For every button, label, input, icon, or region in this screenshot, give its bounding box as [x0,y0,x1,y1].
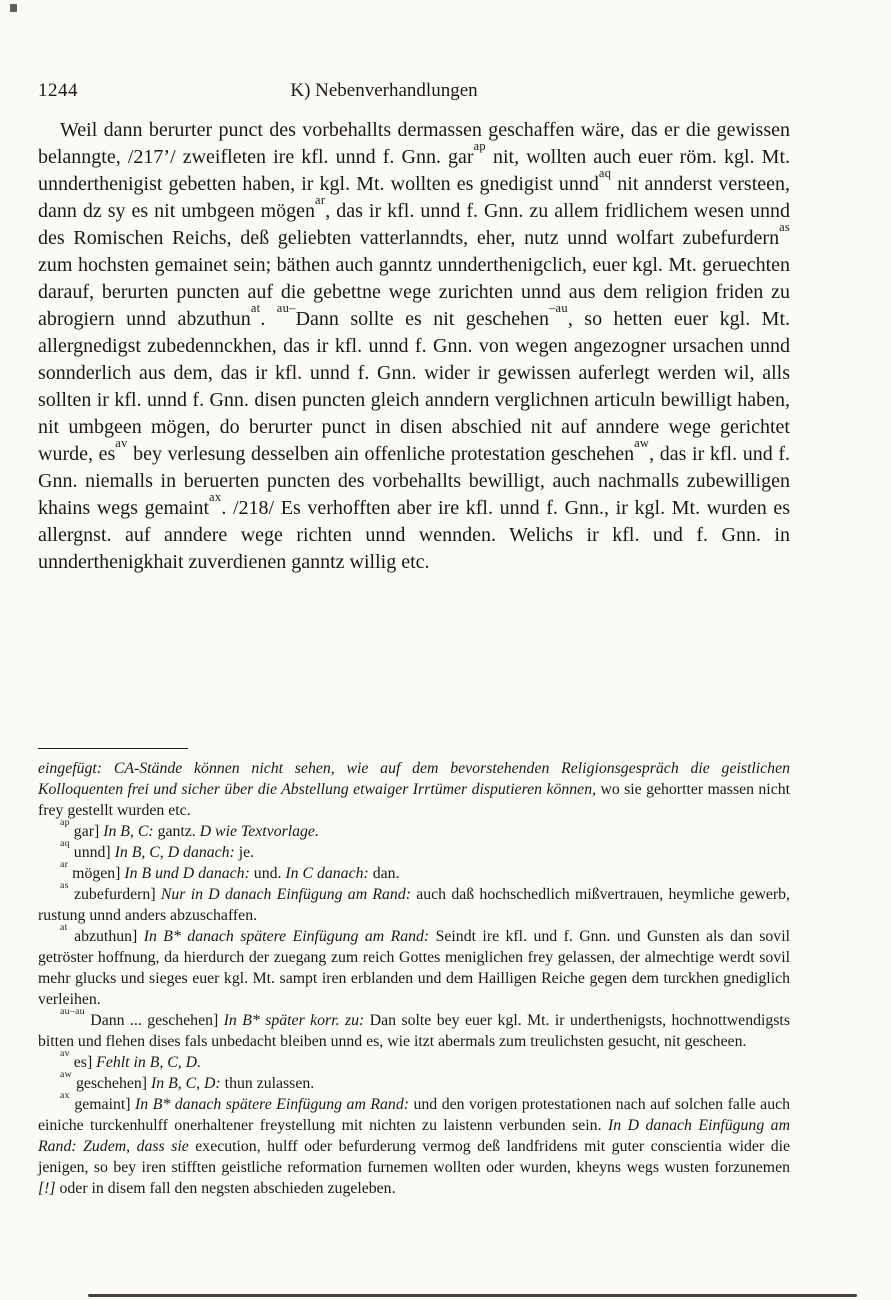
text-run-italic: eingefügt: CA-Stände können nicht sehen, wie auf dem bevorstehenden Religionsgespräch die geistlichen Kolloquenten frei und sicher über die Abstellung etwaiger Irrtümer disputieren können, [38,760,790,798]
body-paragraph [38,117,790,576]
page-number: 1244 [38,80,78,101]
footnote-text [70,823,319,840]
text-run: Dan solte bey euer kgl. Mt. ir underthenigsts, hochnottwendigsts bitten und flehen dises fals unbedacht bleiben unnd es, wie itzt abermals zum treulichsten gesucht, nit gescheen. [38,1012,790,1050]
footnote-text [38,1096,790,1197]
page-header [38,80,790,106]
text-run: Weil dann berurter punct des vorbehallts dermassen geschaffen wäre, das er die gewissen belanngte, /217’/ zweifleten ire kfl. unnd f. Gnn. gar [38,119,790,168]
text-run: nit annderst versteen, dann dz sy es nit umbgeen mögen [38,173,790,222]
text-run: , das ir kfl. unnd f. Gnn. zu allem fridlichem wesen unnd des Romischen Reichs, deß geliebten vatterlanndts, eher, nutz unnd wolfart zubefurdern [38,200,790,249]
footnote-reference: –au [549,300,568,315]
text-run: und. [249,865,286,882]
text-run-italic: In B, C: [103,823,154,840]
footnote-text [70,844,254,861]
text-run-italic: In B und D danach: [124,865,250,882]
text-run-italic: Fehlt in B, C, D. [96,1054,202,1071]
text-run: auch daß hochschedlich mißvertrauen, heymliche gewerb, rustung unnd anders abzuschaffen. [38,886,790,924]
text-run: Dann sollte es nit geschehen [295,308,550,330]
footnote-marker: ar [60,859,69,871]
text-run-italic: In B* danach spätere Einfügung am Rand: [135,1096,409,1113]
footnote-text [70,1054,201,1071]
footnote-reference: aq [598,165,612,180]
text-run-italic: In C danach: [285,865,369,882]
footnote [38,817,790,842]
footnote [38,1069,790,1094]
footnote [38,922,790,1010]
footnote-text [72,1075,314,1092]
text-run: gar] [69,823,104,840]
footnote [38,1090,791,1199]
text-run-italic: In B* später korr. zu: [223,1012,365,1029]
text-run: bey verlesung desselben ain offenliche protestation geschehen [127,443,635,465]
footnote-reference: au– [276,300,296,315]
footnote-reference: ap [473,138,486,153]
footnote-separator [38,748,188,749]
footnotes-list [38,817,791,1199]
text-run: es] [69,1054,97,1071]
text-run: , so hetten euer kgl. Mt. allergnedigst zubedennckhen, das ir kfl. unnd f. Gnn. von wegen angezogner ursachen unnd sonnderlich aus dem, das ir kfl. unnd f. Gnn. wider ir gewissen auferlegt werden wil, alls sollten ir kfl. unnd f. Gnn. disen puncten gleich anndern verglichnen articuln bewilligt haben, nit umbgeen mögen, do berurter punct in disen abschied nit auf anndere wege gerichtet wurde, es [38,308,790,465]
text-run: . /218/ Es verhofften aber ire kfl. unnd f. Gnn., ir kgl. Mt. wurden es allergnst. auf anndere wege richten unnd wennden. Welichs ir kfl. und f. Gnn. in unnderthenigkhait zuverdienen ganntz willig etc. [38,497,791,573]
text-run: Dann ... geschehen] [84,1012,224,1029]
running-head: K) Nebenverhandlungen [290,80,478,101]
footnote-reference: ar [315,192,326,207]
footnote [38,880,790,926]
text-run: mögen] [68,865,125,882]
text-run: Seindt ire kfl. und f. Gnn. und Gunsten als dan sovil getröster hoffnung, da hierdurch der zuegang zum reich Gottes meniglichen frey gelassen, der almechtige werdt sovil mehr glucks und sieges euer kgl. Mt. sampt iren erblanden und dem Hailligen Reiche gegen dem turckhen gnediglich verleihen. [38,928,790,1008]
text-run: oder in disem fall den negsten abschieden zugeleben. [55,1180,396,1197]
text-run: nit, wollten auch euer röm. kgl. Mt. unnderthenigist gebetten haben, ir kgl. Mt. wollten es gnedigist unnd [38,146,791,195]
text-run: geschehen] [72,1075,151,1092]
text-run: , das ir kfl. und f. Gnn. niemalls in beruerten puncten des vorbehallts bewilligt, auch nachmalls zubewilligen khains wegs gemaint [38,443,790,519]
footnote-marker: aw [60,1069,73,1081]
text-run-italic: In B, C, D: [150,1075,221,1092]
footnote-reference: av [115,435,128,450]
text-run: dan. [368,865,400,882]
text-run: je. [234,844,255,861]
footnote [38,1006,790,1052]
text-run: und den vorigen protestationen nach auf solchen falle auch einiche turckenhulff onerhaltener freystellung mit nichten zu laistenn verbunden sein. [38,1096,790,1134]
text-run: gemaint] [69,1096,136,1113]
footnote [38,838,790,863]
footnote-marker: av [60,1048,70,1060]
footnote-marker: at [60,922,68,934]
text-run: unnd] [69,844,115,861]
footnote-reference: as [779,219,790,234]
footnote-text [68,865,399,882]
footnote-text [38,928,790,1008]
text-run-italic: D wie Textvorlage. [199,823,319,840]
footnote-marker: aq [60,838,70,850]
text-run-italic: In B, C, D danach: [114,844,235,861]
text-run-italic: In B* danach spätere Einfügung am Rand: [143,928,430,945]
text-run: zum hochsten gemainet sein; bäthen auch ganntz unnderthenigclich, euer kgl. Mt. geruechten darauf, berurten puncten auf die gebettne wege zurichten unnd aus dem religion friden zu abrogiern unnd abzuthun [38,254,790,330]
page-bottom-edge [88,1294,857,1297]
text-run: abzuthun] [67,928,144,945]
text-run: wo sie gehortter massen nicht frey gestellt wurden etc. [38,781,790,819]
text-run: thun zulassen. [220,1075,315,1092]
footnote-reference: ax [209,489,222,504]
text-run-italic: Nur in D danach Einfügung am Rand: [160,886,411,903]
text-run: gantz. [153,823,200,840]
footnote-reference: at [250,300,261,315]
footnote [38,859,790,884]
footnote [38,1048,790,1073]
footnote-marker: as [60,880,69,892]
footnote-marker: ap [60,817,70,829]
text-run-italic: [!] [38,1180,56,1197]
footnote-text [38,1012,790,1050]
footnotes-section [38,748,790,1199]
text-run: execution, hulff oder befurderung vermog deß landfridens mit guter conscientia wider die jenigen, so bey iren stifften geistliche reformation furnemen wollten oder wurden, kheyns wegs wusten forzunemen [38,1138,791,1176]
footnote-marker: au–au [60,1006,85,1018]
footnote-continuation [38,758,790,821]
scan-artifact [10,4,17,12]
text-run: zubefurdern] [68,886,161,903]
footnote-text [38,886,790,924]
footnote-marker: ax [60,1090,70,1102]
text-run: . [260,308,277,330]
text-run-italic: In D danach Einfügung am Rand: Zudem, dass sie [38,1117,790,1155]
footnote-reference: aw [634,435,650,450]
